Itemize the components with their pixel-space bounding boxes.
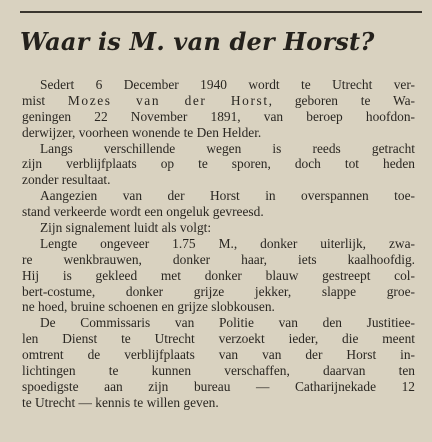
article-line: Zijn signalement luidt als volgt:	[40, 220, 212, 236]
article-line: bert-costume, donker grijze jekker, slappe groe-	[22, 283, 415, 299]
article-line: Aangezien van der Horst in overspannen toe-	[40, 188, 415, 204]
article-line: omtrent de verblijfplaats van van der Horst in-	[22, 347, 415, 363]
article-line: lichtingen te kunnen verschaffen, daarvan ten	[22, 363, 415, 379]
article-line: Hij is gekleed met donker blauw gestreept col-	[22, 267, 415, 283]
article-text: mist	[22, 92, 68, 108]
article-line: Lengte ongeveer 1.75 M., donker uiterlijk, zwa-	[40, 235, 415, 251]
article-line: stand verkeerde wordt een ongeluk gevreesd.	[22, 204, 264, 220]
article-line: ne hoed, bruine schoenen en grijze slobkousen.	[22, 299, 275, 315]
top-rule	[20, 11, 422, 13]
article-line: Sedert 6 December 1940 wordt te Utrecht ver-	[40, 77, 415, 92]
article-line: zijn verblijfplaats op te sporen, doch tot heden	[22, 156, 415, 172]
article-line: zonder resultaat.	[22, 172, 111, 188]
article-line: geningen 22 November 1891, van beroep hoofdon-	[22, 108, 415, 124]
article-line: len Dienst te Utrecht verzoekt ieder, die meent	[22, 331, 415, 347]
article-line: Langs verschillende wegen is reeds getracht	[40, 140, 415, 156]
article-line: spoedigste aan zijn bureau — Catharijnekade 12	[22, 378, 415, 394]
article-text: , geboren te Wa-	[268, 92, 415, 108]
headline: Waar is M. van der Horst?	[20, 27, 375, 56]
missing-person-name: Mozes van der Horst	[67, 92, 269, 108]
article-line: re wenkbrauwen, donker haar, iets kaalhoofdig.	[22, 251, 415, 267]
article-line: derwijzer, voorheen wonende te Den Helder.	[22, 124, 262, 140]
article-line	[22, 93, 415, 109]
article-line: te Utrecht — kennis te willen geven.	[22, 394, 219, 410]
article-line: De Commissaris van Politie van den Justitiee-	[40, 315, 415, 331]
article-body	[22, 77, 415, 411]
